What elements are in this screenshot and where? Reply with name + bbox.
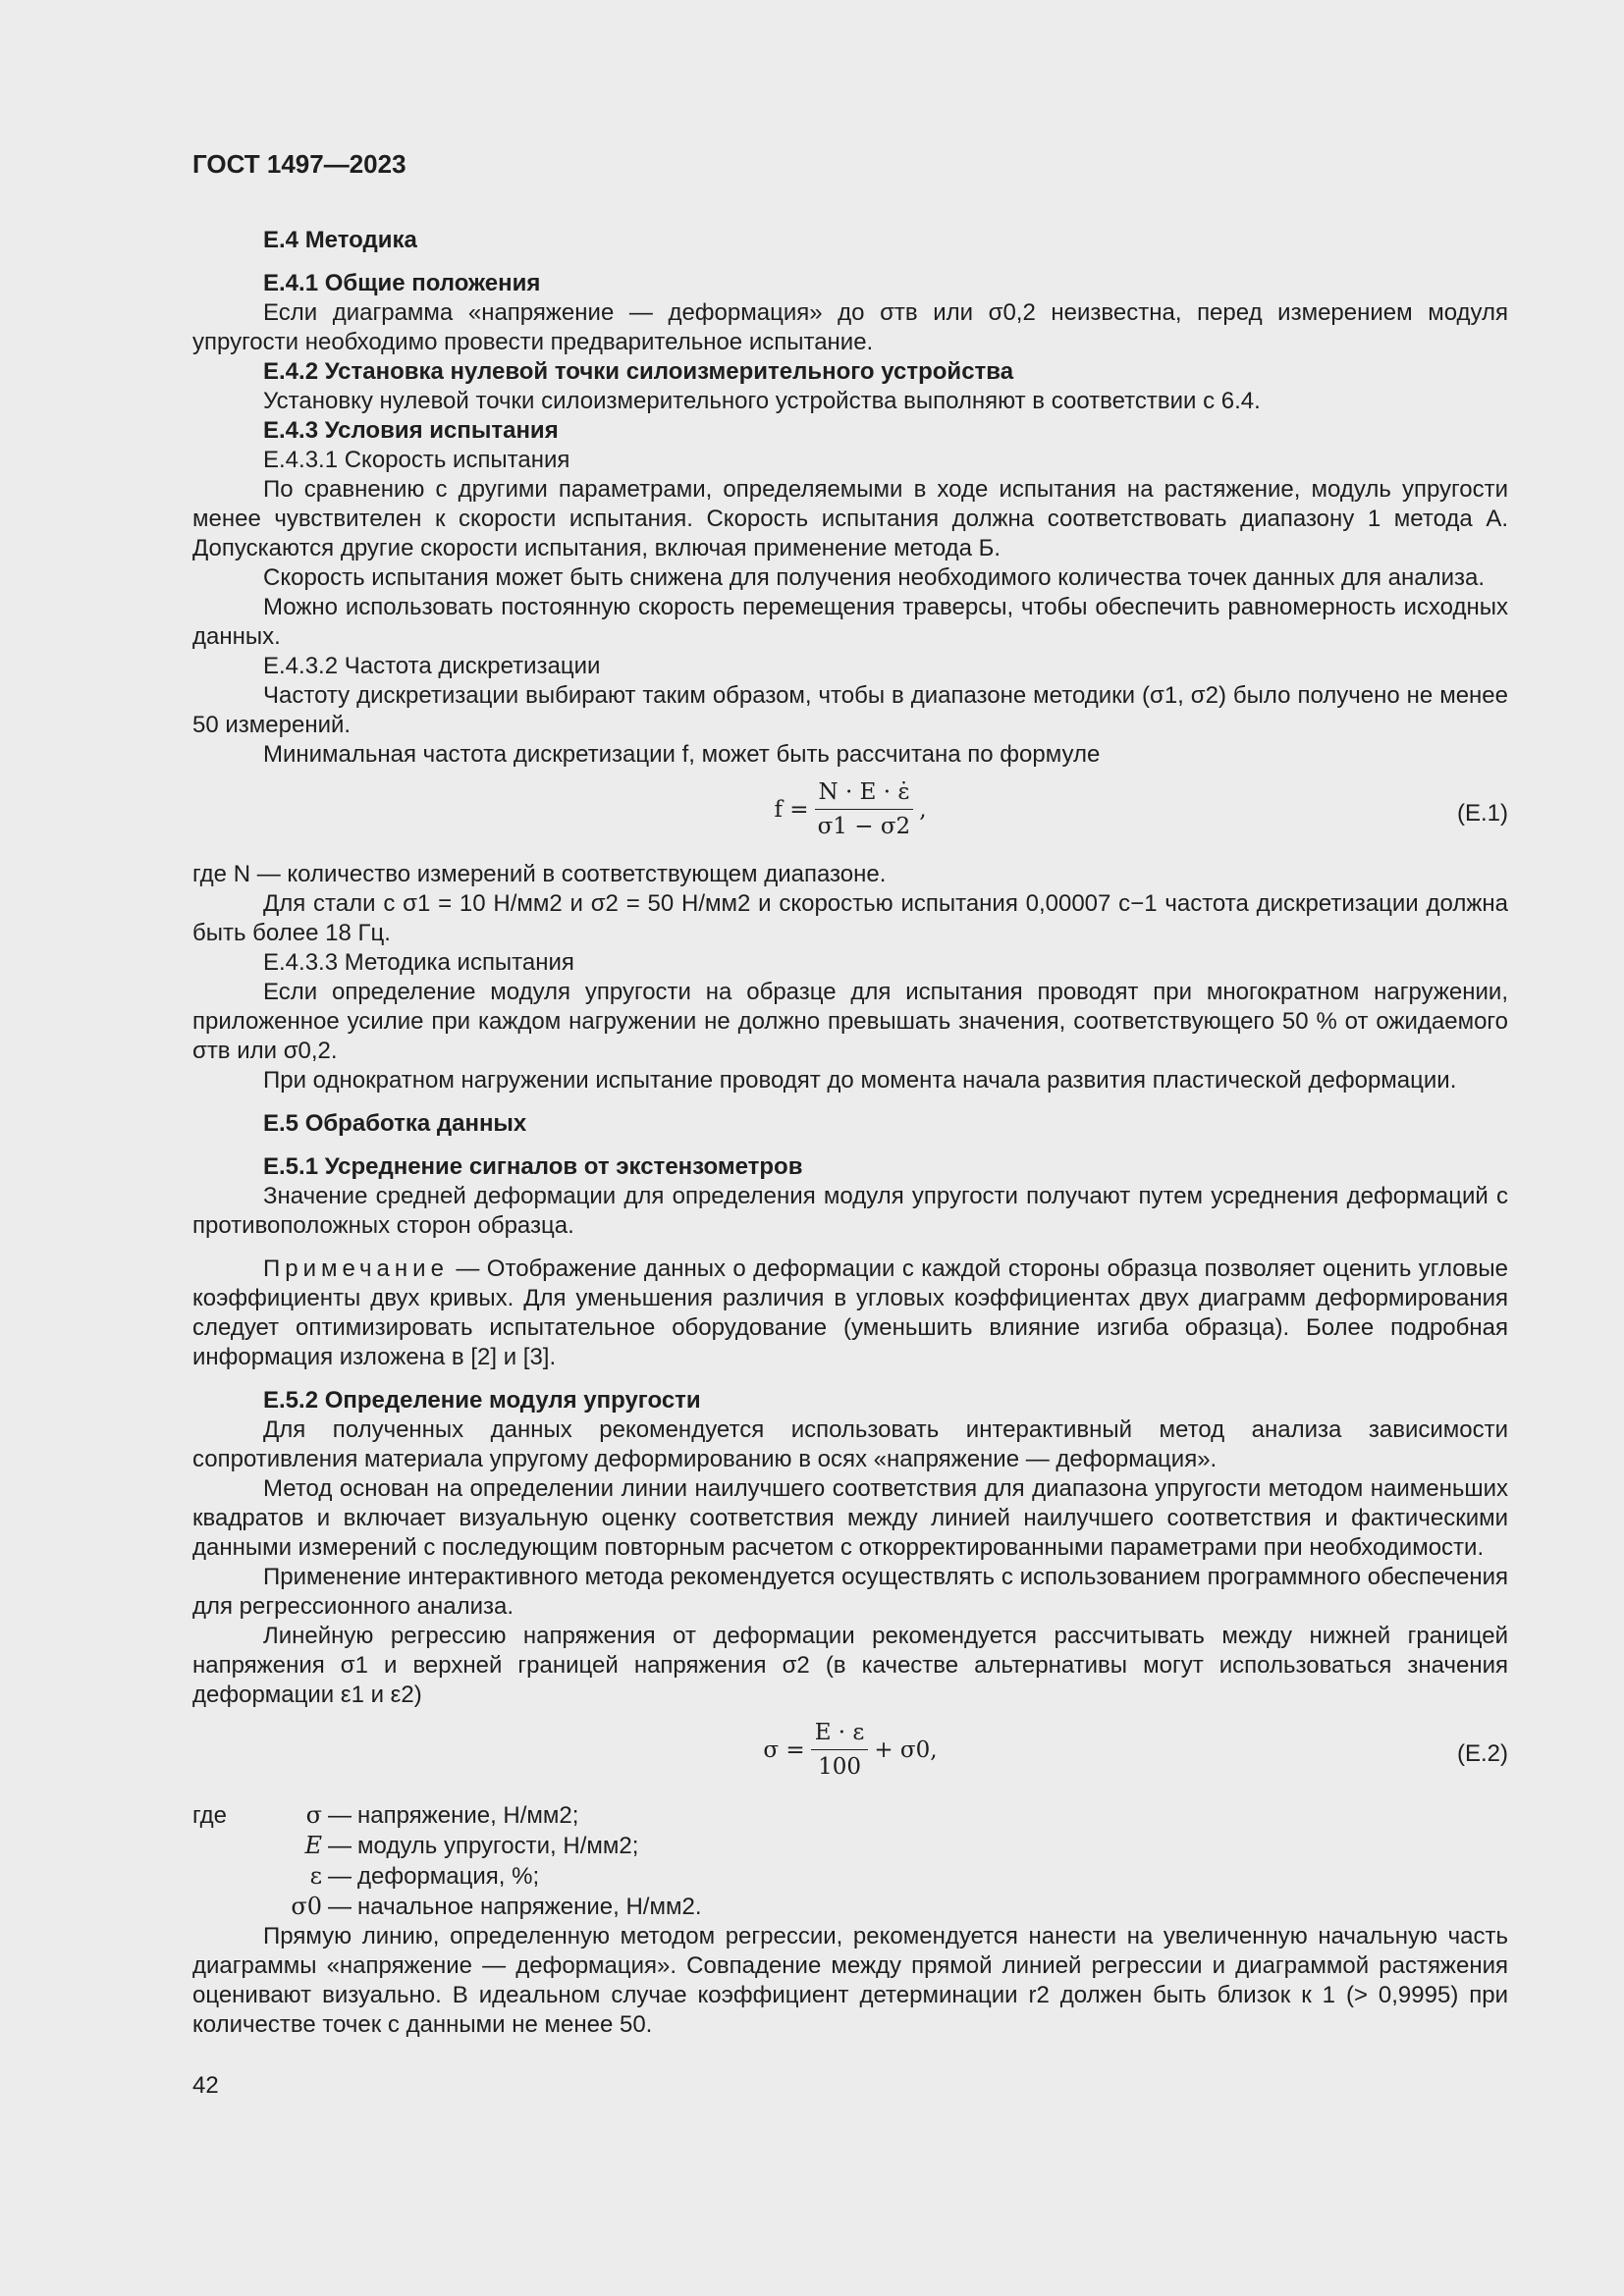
paragraph: Частоту дискретизации выбирают таким образом, чтобы в диапазоне методики (σ1, σ2) было получено не менее 50 измерений. xyxy=(192,682,1508,738)
paragraph: Линейную регрессию напряжения от деформации рекомендуется рассчитывать между нижней границей напряжения σ1 и верхней границей напряжения σ2 (в качестве альтернативы могут использоваться значения деформации ε1 и ε2) xyxy=(192,1623,1508,1708)
page-number: 42 xyxy=(192,2072,219,2099)
section-heading-e41: Е.4.1 Общие положения xyxy=(263,270,541,296)
paragraph: Можно использовать постоянную скорость перемещения траверсы, чтобы обеспечить равномерность исходных данных. xyxy=(192,594,1508,650)
section-heading-e52: Е.5.2 Определение модуля упругости xyxy=(263,1387,701,1414)
legend-row xyxy=(192,1861,1508,1892)
formula-tail: , xyxy=(919,796,927,823)
note xyxy=(192,1255,1508,1372)
paragraph: Для стали с σ1 = 10 Н/мм2 и σ2 = 50 Н/мм2 и скоростью испытания 0,00007 с−1 частота дискретизации должна быть более 18 Гц. xyxy=(192,890,1508,946)
paragraph: Скорость испытания может быть снижена для получения необходимого количества точек данных для анализа. xyxy=(263,564,1486,591)
legend-symbol: ε xyxy=(309,1862,322,1890)
equation-number: (Е.1) xyxy=(1456,800,1508,827)
paragraph: Если диаграмма «напряжение — деформация» до σтв или σ0,2 неизвестна, перед измерением модуля упругости необходимо провести предварительное испытание. xyxy=(192,299,1508,355)
legend-row xyxy=(192,1892,1508,1922)
note-label: Примечание xyxy=(263,1255,449,1282)
section-heading-e4: Е.4 Методика xyxy=(263,227,417,253)
document-header: ГОСТ 1497—2023 xyxy=(192,149,406,179)
symbol-legend xyxy=(192,1800,1508,1922)
legend-dash: — xyxy=(328,1802,352,1829)
legend-text: напряжение, Н/мм2; xyxy=(357,1802,579,1829)
section-heading-e43: Е.4.3 Условия испытания xyxy=(263,417,559,444)
legend-row xyxy=(192,1800,1508,1831)
paragraph: где N — количество измерений в соответствующем диапазоне. xyxy=(192,861,887,887)
paragraph: Минимальная частота дискретизации f, может быть рассчитана по формуле xyxy=(263,741,1101,768)
paragraph: Применение интерактивного метода рекомендуется осуществлять с использованием программного обеспечения для регрессионного анализа. xyxy=(192,1564,1508,1620)
formula-numerator: N · E · ε̇ xyxy=(815,777,914,810)
legend-text: модуль упругости, Н/мм2; xyxy=(357,1833,639,1859)
legend-symbol: σ0 xyxy=(291,1893,322,1920)
equation-number: (Е.2) xyxy=(1456,1740,1508,1767)
subsection-heading-e431: Е.4.3.1 Скорость испытания xyxy=(263,447,570,473)
paragraph: Установку нулевой точки силоизмерительного устройства выполняют в соответствии с 6.4. xyxy=(263,388,1261,414)
section-heading-e42: Е.4.2 Установка нулевой точки силоизмерительного устройства xyxy=(263,358,1014,385)
paragraph: Если определение модуля упругости на образце для испытания проводят при многократном нагружении, приложенное усилие при каждом нагружении не должно превышать значения, соответствующего 50 % от ожидаемого σтв или σ0,2. xyxy=(192,979,1508,1064)
paragraph: При однократном нагружении испытание проводят до момента начала развития пластической деформации. xyxy=(263,1067,1457,1094)
formula-denominator: σ1 − σ2 xyxy=(817,814,911,839)
formula-lhs: σ = xyxy=(763,1736,805,1763)
subsection-heading-e432: Е.4.3.2 Частота дискретизации xyxy=(263,653,601,679)
section-heading-e51: Е.5.1 Усреднение сигналов от экстензометров xyxy=(263,1153,803,1180)
formula-lhs: f = xyxy=(774,796,809,823)
subsection-heading-e433: Е.4.3.3 Методика испытания xyxy=(263,949,574,976)
paragraph: Значение средней деформации для определения модуля упругости получают путем усреднения деформаций с противоположных сторон образца. xyxy=(192,1183,1508,1239)
legend-dash: — xyxy=(328,1863,352,1890)
section-heading-e5: Е.5 Обработка данных xyxy=(263,1110,527,1137)
legend-label: где xyxy=(192,1802,228,1829)
formula-e2 xyxy=(192,1718,1508,1794)
formula-fraction xyxy=(811,1718,869,1782)
formula-fraction xyxy=(815,777,914,841)
legend-dash: — xyxy=(328,1833,352,1859)
legend-text: начальное напряжение, Н/мм2. xyxy=(357,1894,702,1920)
legend-symbol: σ xyxy=(305,1801,322,1829)
legend-symbol: E xyxy=(304,1832,322,1859)
legend-text: деформация, %; xyxy=(357,1863,540,1890)
legend-row xyxy=(192,1831,1508,1861)
formula-e1 xyxy=(192,777,1508,854)
note-text: — Отображение данных о деформации с каждой стороны образца позволяет оценить угловые коэффициенты двух кривых. Для уменьшения различия в угловых коэффициентах двух диаграмм деформирования следует оптимизировать испытательное оборудование (уменьшить влияние изгиба образца). Более подробная информация изложена в [2] и [3]. xyxy=(192,1255,1508,1370)
formula-denominator: 100 xyxy=(818,1754,861,1780)
legend-dash: — xyxy=(328,1894,352,1920)
formula-tail: + σ0, xyxy=(874,1736,938,1763)
paragraph: Для полученных данных рекомендуется использовать интерактивный метод анализа зависимости сопротивления материала упругому деформированию в осях «напряжение — деформация». xyxy=(192,1416,1508,1472)
document-body xyxy=(192,226,1508,2040)
formula-numerator: E · ε xyxy=(811,1718,869,1750)
paragraph: По сравнению с другими параметрами, определяемыми в ходе испытания на растяжение, модуль упругости менее чувствителен к скорости испытания. Скорость испытания должна соответствовать диапазону 1 метода А. Допускаются другие скорости испытания, включая применение метода Б. xyxy=(192,476,1508,561)
paragraph: Прямую линию, определенную методом регрессии, рекомендуется нанести на увеличенную начальную часть диаграммы «напряжение — деформация». Совпадение между прямой линией регрессии и диаграммой растяжения оценивают визуально. В идеальном случае коэффициент детерминации r2 должен быть близок к 1 (> 0,9995) при количестве точек с данными не менее 50. xyxy=(192,1923,1508,2038)
paragraph: Метод основан на определении линии наилучшего соответствия для диапазона упругости методом наименьших квадратов и включает визуальную оценку соответствия между линией наилучшего соответствия и фактическими данными измерений с последующим повторным расчетом с откорректированными параметрами при необходимости. xyxy=(192,1475,1508,1561)
